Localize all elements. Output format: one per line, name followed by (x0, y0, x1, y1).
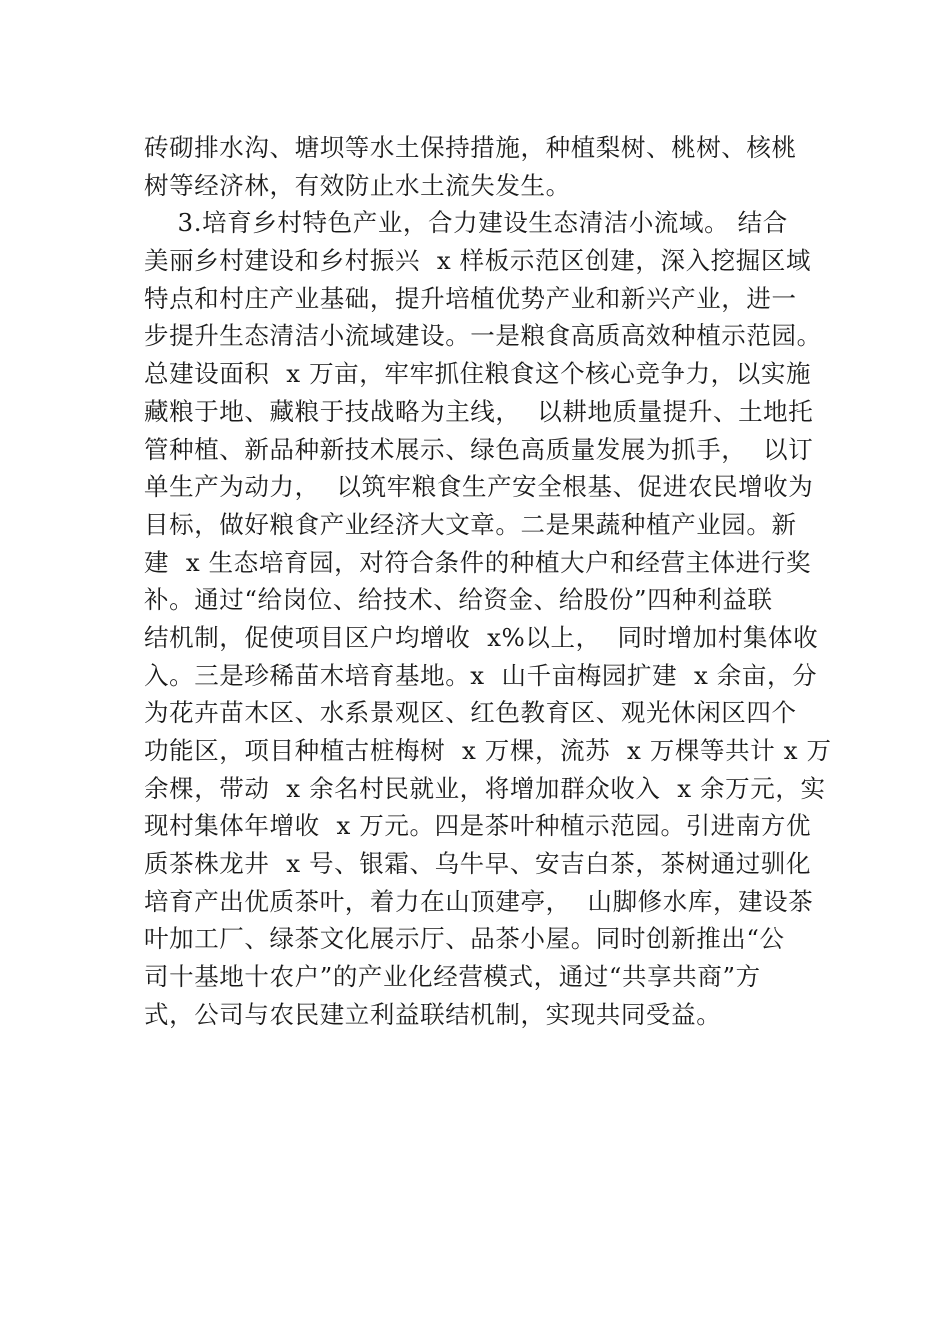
text-line: 入。三是珍稀苗木培育基地。x 山千亩梅园扩建 x 余亩，分 (144, 660, 818, 690)
text-line: 结机制，促使项目区户均增收 x%以上， 同时增加村集体收 (144, 622, 819, 652)
text-line: 树等经济林，有效防止水土流失发生。 (144, 170, 571, 200)
text-line: 司十基地十农户”的产业化经营模式，通过“共享共商”方 (144, 962, 761, 992)
text-line: 总建设面积 x 万亩，牢牢抓住粮食这个核心竞争力，以实施 (144, 359, 812, 389)
text-line: 藏粮于地、藏粮于技战略为主线， 以耕地质量提升、土地托 (144, 396, 814, 426)
body-text (144, 129, 834, 1034)
text-line: 单生产为动力， 以筑牢粮食生产安全根基、促进农民增收为 (144, 472, 814, 502)
text-line: 目标，做好粮食产业经济大文章。二是果蔬种植产业园。新 (144, 509, 797, 539)
text-line: 式，公司与农民建立利益联结机制，实现共同受益。 (144, 999, 722, 1029)
text-line: 余棵，带动 x 余名村民就业，将增加群众收入 x 余万元，实 (144, 773, 826, 803)
text-line: 砖砌排水沟、塘坝等水土保持措施，种植梨树、桃树、核桃 (144, 133, 797, 162)
text-line: 质茶株龙井 x 号、银霜、乌牛早、安吉白茶，茶树通过驯化 (144, 849, 812, 879)
text-line: 叶加工厂、绿茶文化展示厅、品茶小屋。同时创新推出“公 (144, 924, 785, 954)
text-line: 补。通过“给岗位、给技术、给资金、给股份”四种利益联 (144, 585, 773, 615)
text-line: 管种植、新品种新技术展示、绿色高质量发展为抓手， 以订 (144, 434, 814, 464)
text-line: 步提升生态清洁小流域建设。一是粮食高质高效种植示范园。 (144, 321, 822, 351)
text-line: 现村集体年增收 x 万元。四是茶叶种植示范园。引进南方优 (144, 811, 812, 841)
text-line: 3.培育乡村特色产业，合力建设生态清洁小流域。 结合 (144, 208, 788, 238)
text-line: 培育产出优质茶叶，着力在山顶建亭， 山脚修水库，建设茶 (144, 886, 814, 916)
text-line: 美丽乡村建设和乡村振兴 x 样板示范区创建，深入挖掘区域 (144, 246, 812, 276)
text-line: 为花卉苗木区、水系景观区、红色教育区、观光休闲区四个 (144, 698, 797, 728)
text-line: 特点和村庄产业基础，提升培植优势产业和新兴产业，进一 (144, 283, 797, 313)
text-line: 功能区，项目种植古桩梅树 x 万棵，流苏 x 万棵等共计 x 万 (144, 736, 832, 765)
text-line: 建 x 生态培育园，对符合条件的种植大户和经营主体进行奖 (144, 547, 812, 577)
